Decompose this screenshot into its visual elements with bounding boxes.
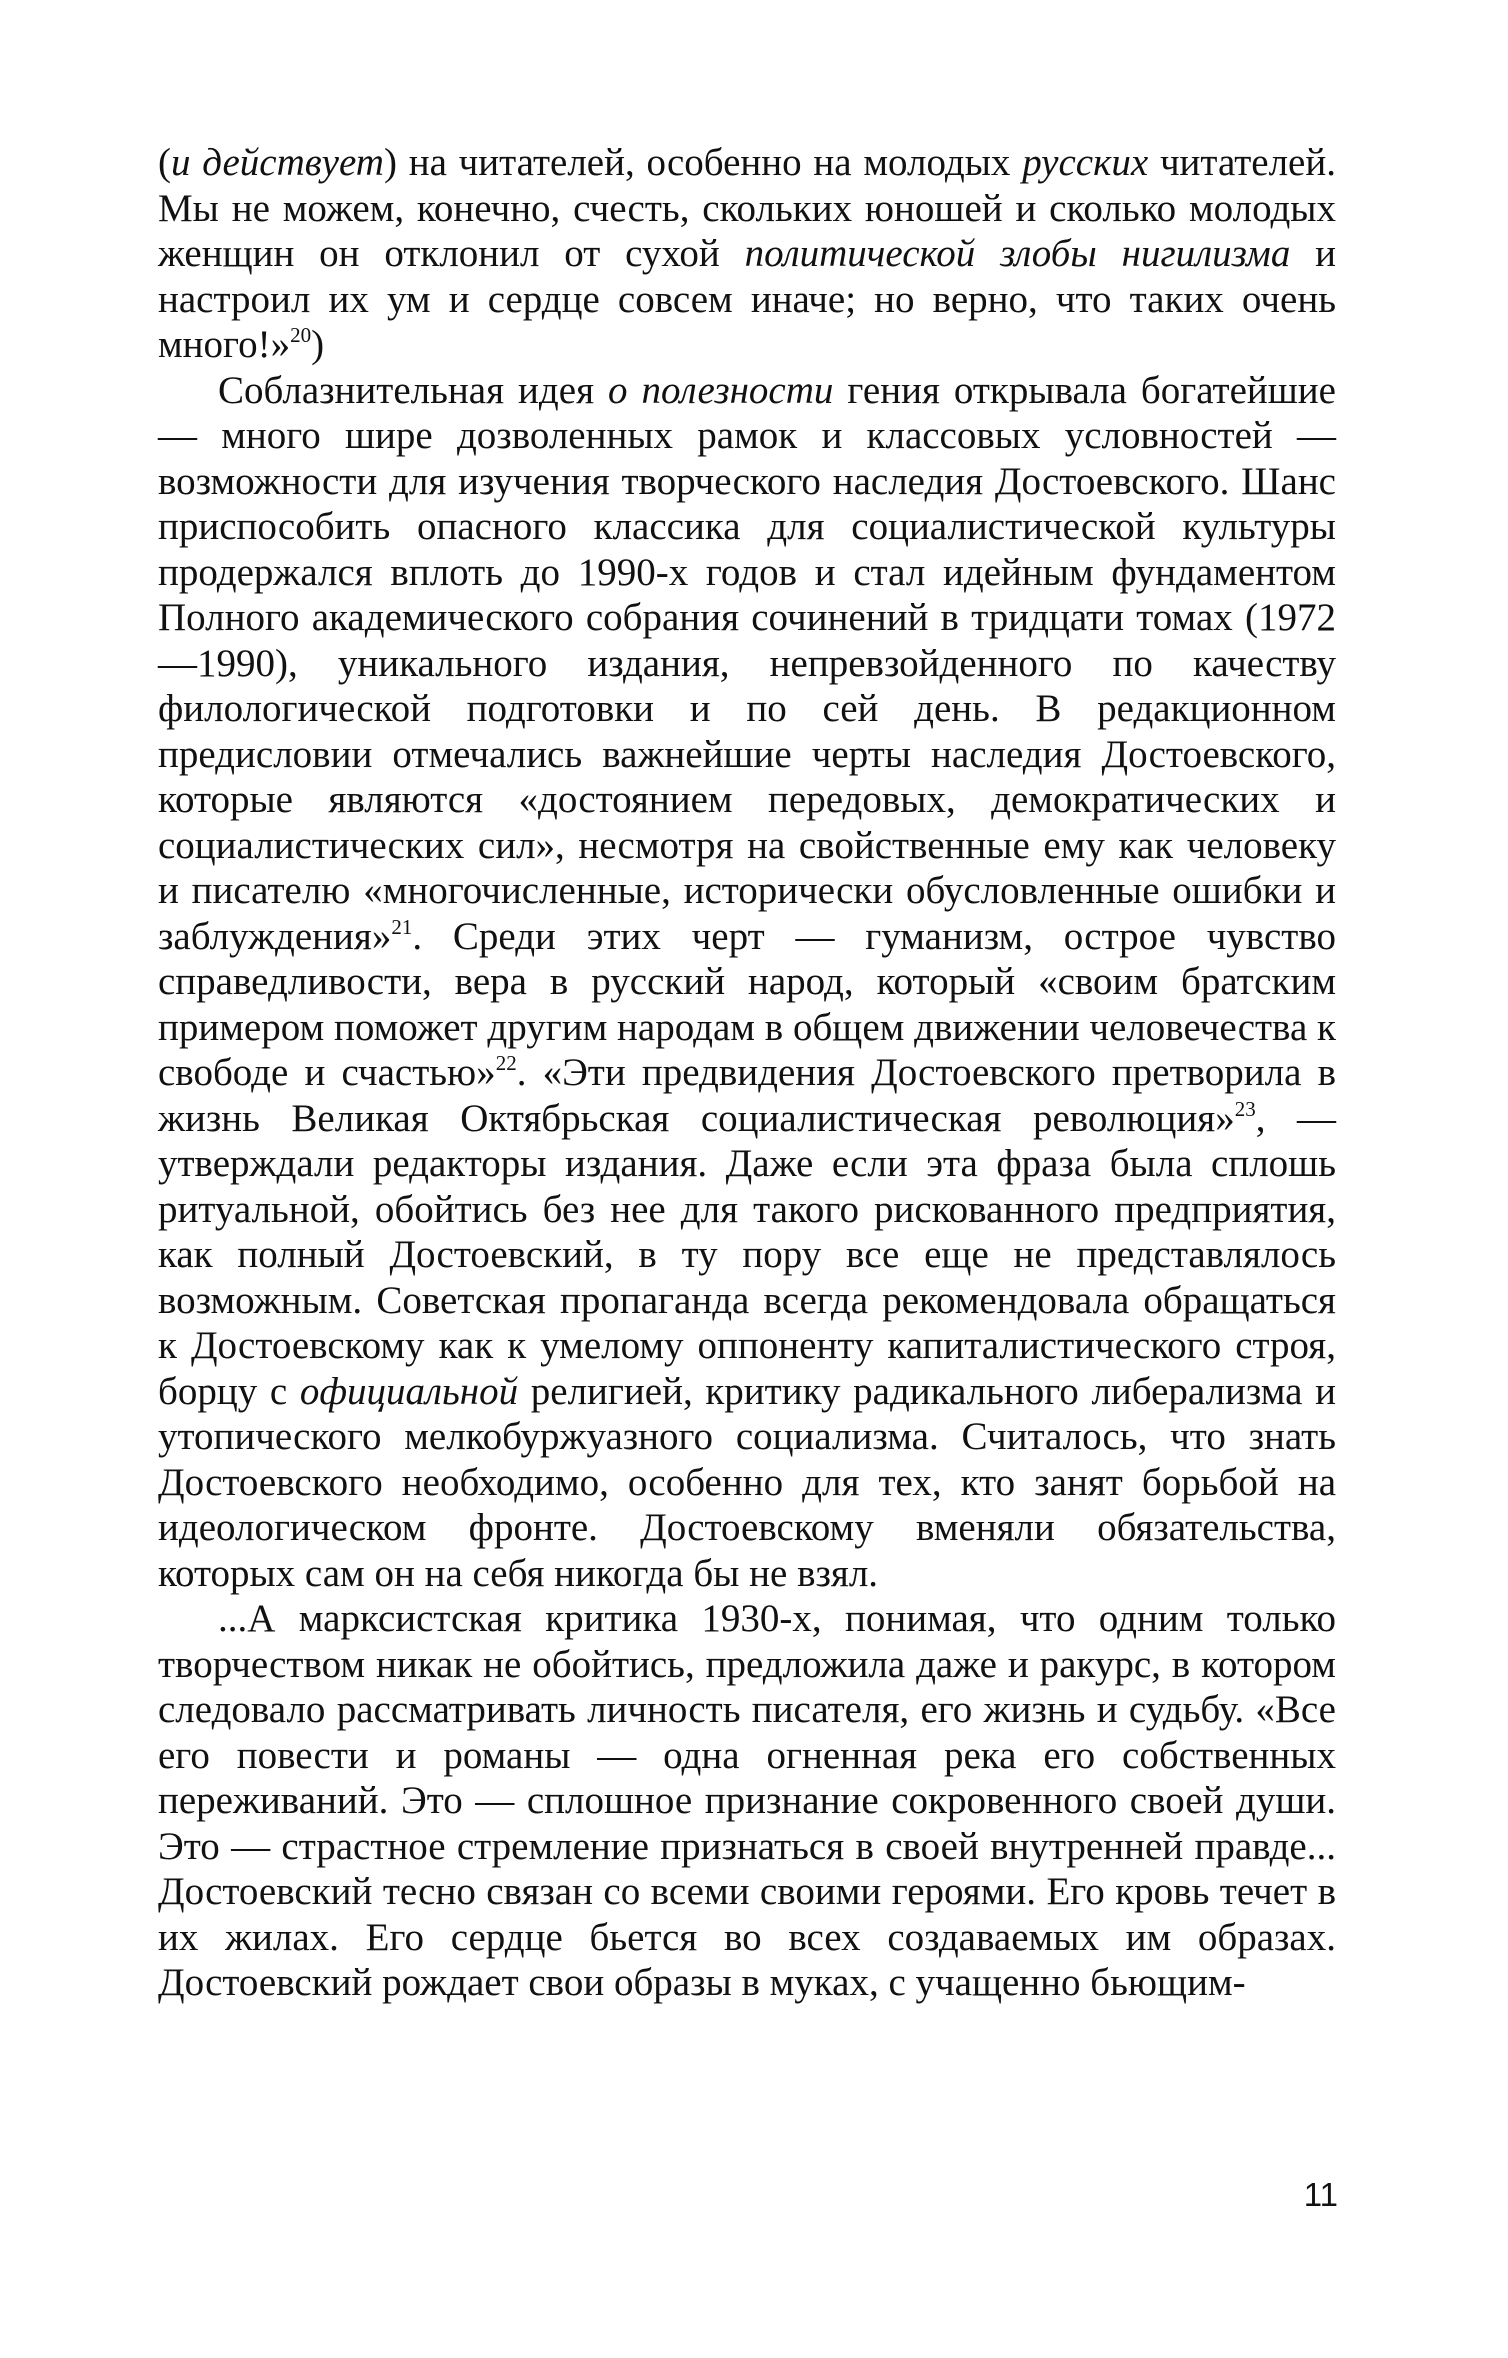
italic-text: русских [1022,141,1149,184]
text-run: ( [158,141,171,184]
text-run: религией, критику радикального либерализма и утопического мелкобуржуазного социализма. Считалось, что знать Достоевского необходимо, особенно для тех, кто занят борьбой на идеологическом фронте. Достоевскому вменяли обязательства, которых сам он на себя никогда бы не взял. [158,1369,1337,1595]
text-run: гения открывала богатейшие — много шире дозволенных рамок и классовых условностей — возможности для изучения творческого наследия Достоевского. Шанс приспособить опасного классика для социалистической культуры продержался вплоть до 1990-х годов и стал идейным фундаментом Полного академического собрания сочинений в тридцати томах (1972—1990), уникального издания, непревзойденного по качеству филологической подготовки и по сей день. В редакционном предисловии отмечались важнейшие черты наследия Достоевского, которые являются «достоянием передовых, демократических и социалистических сил», несмотря на свойственные ему как человеку и писателю «многочисленные, исторически обусловленные ошибки и заблуждения» [158,368,1336,958]
footnote-ref: 21 [391,914,413,939]
text-run: ...А марксистская критика 1930-х, понимая, что одним только творчеством никак не обойтись, предложила даже и ракурс, в котором следовало рассматривать личность писателя, его жизнь и судьбу. «Все его повести и романы — одна огненная река его собственных переживаний. Это — сплошное признание сокровенного своей души. Это — страстное стремление признаться в своей внутренней правде... Достоевский тесно связан со всеми своими героями. Его кровь течет в их жилах. Его сердце бьется во всех создаваемых им образах. Достоевский рождает свои образы в муках, с учащенно бьющим- [158,1597,1336,2004]
footnote-ref: 23 [1234,1096,1256,1121]
italic-text: о полезности [608,368,834,412]
italic-text: политической злобы нигилизма [744,232,1291,275]
text-run: Соблазнительная идея [218,368,609,412]
page-number: 11 [1303,2176,1338,2213]
italic-text: официальной [299,1369,519,1413]
text-run: и настроил их ум и сердце совсем иначе; но верно, что таких очень много!» [158,232,1336,366]
paragraph [158,368,1336,1597]
paragraph [158,140,1336,368]
text-run: ) [311,323,325,366]
paragraph [158,1596,1336,2006]
italic-text: и действует [171,141,384,184]
text-run: ) на читателей, особенно на молодых [383,141,1023,184]
text-run: читателей. Мы не можем, конечно, счесть, скольких юношей и сколько молодых женщин он отклонил от сухой [158,141,1336,275]
footnote-ref: 22 [495,1051,517,1075]
text-run: , — утверждали редакторы издания. Даже если эта фраза была сплошь ритуальной, обойтись без нее для такого рискованного предприятия, как полный Достоевский, в ту пору все еще не представлялось возможным. Советская пропаганда всегда рекомендовала обращаться к Достоевскому как к умелому оппоненту капиталистического строя, борцу с [158,1096,1336,1413]
footnote-ref: 20 [290,323,312,347]
body-text [158,140,1336,2006]
text-run: . Среди этих черт — гуманизм, острое чувство справедливости, вера в русский народ, который «своим братским примером поможет другим народам в общем движении человечества к свободе и счастью» [158,914,1336,1094]
text-run: . «Эти предвидения Достоевского претворила в жизнь Великая Октябрьская социалистическая революция» [158,1051,1336,1140]
